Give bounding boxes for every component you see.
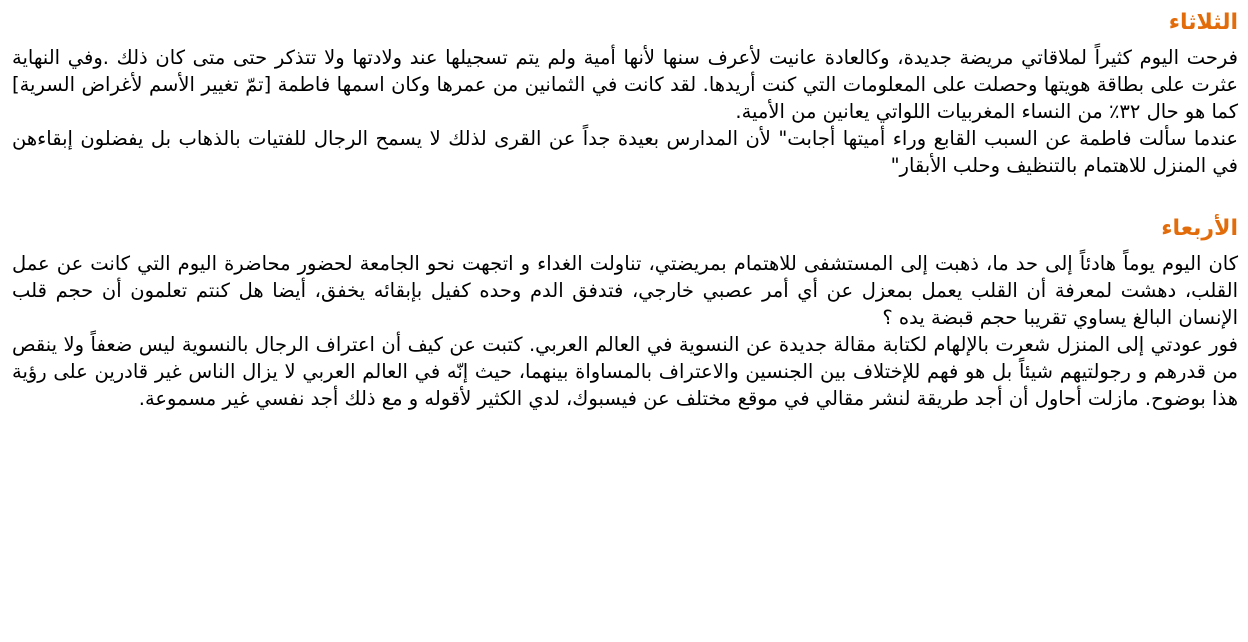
entry-tuesday <box>12 8 1238 179</box>
entry-paragraph: عندما سألت فاطمة عن السبب القابع وراء أميتها أجابت" لأن المدارس بعيدة جداً عن القرى لذلك لا يسمح الرجال للفتيات بالذهاب بل يفضلون إبقاءهن في المنزل للاهتمام بالتنظيف وحلب الأبقار" <box>12 127 1238 177</box>
entry-body-tuesday <box>12 44 1238 179</box>
entry-wednesday <box>12 214 1238 412</box>
entry-paragraph: فرحت اليوم كثيراً لملاقاتي مريضة جديدة، وكالعادة عانيت لأعرف سنها لأنها أمية ولم يتم تسجيلها عند ولادتها ولا تتذكر حتى متى كان ذلك .وفي النهاية عثرت على بطاقة هويتها وحصلت على المعلومات التي كنت أريدها. لقد كانت في الثمانين من عمرها وكان اسمها فاطمة [تمّ تغيير الأسم لأغراض السرية] كما هو حال ٣٢٪ من النساء المغربيات اللواتي يعانين من الأمية. <box>12 46 1238 123</box>
entry-paragraph: فور عودتي إلى المنزل شعرت بالإلهام لكتابة مقالة جديدة عن النسوية في العالم العربي. كتبت عن كيف أن اعتراف الرجال بالنسوية ليس ضعفاً ولا ينقص من قدرهم و رجولتيهم شيئاً بل هو فهم للإختلاف بين الجنسين والاعتراف بالمساواة بينهما، حيث إنّه في العالم العربي لا يزال الناس غير قادرين على رؤية هذا بوضوح. مازلت أحاول أن أجد طريقة لنشر مقالي في موقع مختلف عن فيسبوك، لدي الكثير لأقوله و مع ذلك أجد نفسي غير مسموعة. <box>12 333 1238 410</box>
entry-heading-wednesday: الأربعاء <box>1161 216 1238 241</box>
entry-body-wednesday <box>12 250 1238 412</box>
entry-heading-tuesday: الثلاثاء <box>1168 10 1238 35</box>
entry-paragraph: كان اليوم يوماً هادئاً إلى حد ما، ذهبت إلى المستشفى للاهتمام بمريضتي، تناولت الغداء و اتجهت نحو الجامعة لحضور محاضرة اليوم التي كانت عن عمل القلب، دهشت لمعرفة أن القلب يعمل بمعزل عن أي أمر عصبي خارجي، فتدفق الدم وحده كفيل بإبقائه يخفق، أيضا هل كنتم تعلمون أن حجم قلب الإنسان البالغ يساوي تقريبا حجم قبضة يده ؟ <box>12 252 1238 329</box>
